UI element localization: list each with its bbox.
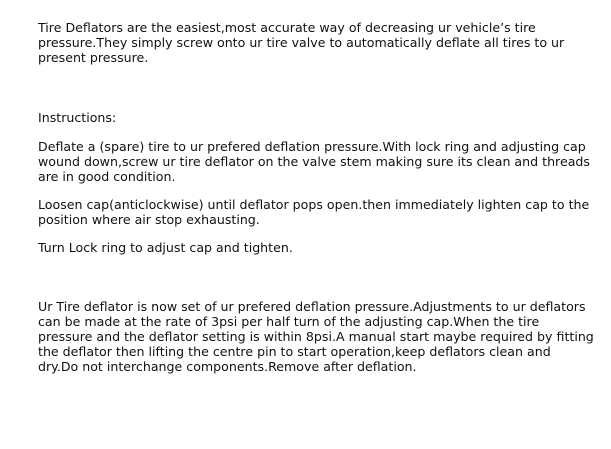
instruction-step-1: Deflate a (spare) tire to ur prefered deflation pressure.With lock ring and adjusting cap wound down,screw ur tire deflator on the valve stem making sure its clean and threads are in good condition.: [38, 139, 590, 184]
intro-paragraph: Tire Deflators are the easiest,most accurate way of decreasing ur vehicle’s tire pressure.They simply screw onto ur tire valve to automatically deflate all tires to ur present pressure.: [38, 20, 565, 65]
instructions-heading: Instructions:: [38, 110, 117, 125]
instruction-step-2: Loosen cap(anticlockwise) until deflator pops open.then immediately lighten cap to the position where air stop exhausting.: [38, 197, 590, 227]
instruction-step-3: Turn Lock ring to adjust cap and tighten.: [38, 240, 293, 255]
document-body: [38, 20, 594, 374]
closing-paragraph: Ur Tire deflator is now set of ur prefered deflation pressure.Adjustments to ur deflators can be made at the rate of 3psi per half turn of the adjusting cap.When the tire pressure and the deflator setting is within 8psi.A manual start maybe required by fitting the deflator then lifting the centre pin to start operation,keep deflators clean and dry.Do not interchange components.Remove after deflation.: [38, 299, 594, 374]
